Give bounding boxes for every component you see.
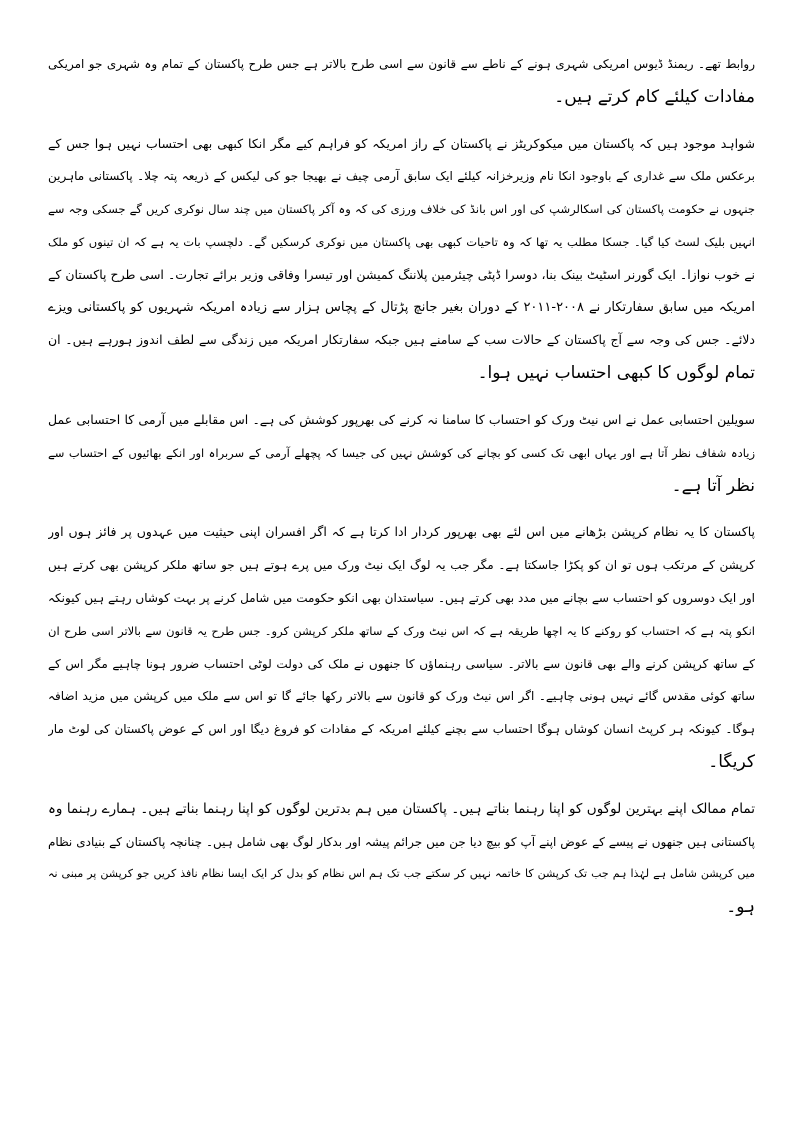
text-line: اور ایک دوسروں کو احتساب سے بچانے میں مدد بھی کرتے ہیں۔ سیاستدان بھی انکو حکومت میں شامل کرنے پر بہت کوشاں رہتے ہیں کیونکہ bbox=[48, 590, 755, 605]
text-line: تمام ممالک اپنے بہترین لوگوں کو اپنا رہنما بناتے ہیں۔ پاکستان میں ہم بدترین لوگوں کو اپنا رہنما بناتے ہیں۔ ہمارے رہنما وہ bbox=[48, 800, 755, 817]
text-line: روابط تھے۔ ریمنڈ ڈیوس امریکی شہری ہونے کے ناطے سے قانون سے اسی طرح بالاتر ہے جس طرح پاکستان کے تمام وہ شہری جو امریکی bbox=[48, 57, 755, 71]
text-line: مفادات کیلئے کام کرتے ہیں۔ bbox=[554, 86, 755, 107]
text-line: سویلین احتسابی عمل نے اس نیٹ ورک کو احتساب کا سامنا نہ کرنے کی بھرپور کوشش کی ہے۔ اس مقابلے میں آرمی کا احتسابی عمل bbox=[48, 411, 755, 427]
text-line: زیادہ شفاف نظر آتا ہے اور یہاں ابھی تک کسی کو بچانے کی کوشش نہیں کی جیسا کہ پچھلے آرمی کے سربراہ اور انکے بھائیوں کے احتساب سے bbox=[48, 445, 755, 460]
text-line: برعکس ملک سے غداری کے باوجود انکا نام وزیرخزانہ کیلئے ایک سابق آرمی چیف نے بھیجا جو کی لیکس کے ذریعہ پتہ چلا۔ پاکستانی ماہرین bbox=[48, 169, 755, 184]
paragraph bbox=[48, 48, 755, 114]
text-line: جنہوں نے حکومت پاکستان کی اسکالرشپ کی اور اس بانڈ کی خلاف ورزی کی کہ وہ آکر پاکستان میں چند سال نوکری کریں گے جسکی وجہ سے bbox=[48, 202, 755, 217]
text-line: شواہد موجود ہیں کہ پاکستان میں میکوکریٹز نے پاکستان کے راز امریکہ کو فراہم کیے مگر انکا کبھی بھی احتساب نہیں ہوا جس کے bbox=[48, 135, 755, 151]
text-line: پاکستان کا یہ نظام کرپشن بڑھانے میں اس لئے بھی بھرپور کردار ادا کرتا ہے کہ اگر افسران اپنی حیثیت میں عہدوں پر فائز ہوں اور bbox=[48, 524, 755, 540]
paragraph bbox=[48, 404, 755, 502]
text-line: پاکستانی ہیں جنھوں نے پیسے کے عوض اپنے آپ کو بیچ دیا جن میں جرائم پیشہ اور بدکار لوگ بھی شامل ہیں۔ چنانچہ پاکستان کے بنیادی نظام bbox=[48, 834, 755, 849]
paragraph bbox=[48, 793, 755, 924]
text-line: کے ساتھ کرپشن کرنے والے بھی قانون سے بالاتر۔ سیاسی رہنماؤں کا جنھوں نے ملک کی دولت لوٹی احتساب ضرور ہونا چاہیے مگر اس کے bbox=[48, 656, 755, 671]
text-line: انہیں بلیک لسٹ کیا گیا۔ جسکا مطلب یہ تھا کہ وہ تاحیات کبھی بھی پاکستان میں نوکری کرسکیں گے۔ دلچسپ بات یہ ہے کہ ان تینوں کو ملک bbox=[48, 234, 755, 249]
paragraph bbox=[48, 128, 755, 390]
text-line: انکو پتہ ہے کہ احتساب کو روکنے کا یہ اچھا طریقہ ہے کہ اس نیٹ ورک کے ساتھ ملکر کرپشن کرو۔ جس طرح یہ قانون سے بالاتر اسی طرح ان bbox=[48, 623, 755, 638]
text-line: تمام لوگوں کا کبھی احتساب نہیں ہوا۔ bbox=[477, 363, 755, 384]
text-line: ہو۔ bbox=[726, 897, 755, 918]
text-line: میں کرپشن شامل ہے لہٰذا ہم جب تک کرپشن کا خاتمہ نہیں کر سکتے جب تک ہم اس نظام کو بدل کر ایک ایسا نظام نافذ کریں جو کرپشن پر مبنی نہ bbox=[48, 867, 755, 881]
text-line: امریکہ میں سابق سفارتکار نے ۲۰۰۸-۲۰۱۱ کے دوران بغیر جانچ پڑتال کے پچاس ہزار سے زیادہ امریکہ شہریوں کو پاکستانی ویزے bbox=[48, 299, 755, 315]
text-line: نے خوب نوازا۔ ایک گورنر اسٹیٹ بینک بنا، دوسرا ڈپٹی چیئرمین پلاننگ کمیشن اور تیسرا وفاقی وزیر برائے تجارت۔ اسی طرح پاکستان کے bbox=[48, 266, 755, 282]
text-line: ہوگا۔ کیونکہ ہر کرپٹ انسان کوشاں ہوگا احتساب سے بچنے کیلئے امریکہ کے مفادات کو فروغ دیگا اور اس کے عوض پاکستان کی لوٹ مار bbox=[48, 722, 755, 737]
paragraph bbox=[48, 516, 755, 778]
text-line: دلائے۔ جس کی وجہ سے آج پاکستان کے حالات سب کے سامنے ہیں جبکہ سفارتکار امریکہ میں زندگی سے لطف اندوز ہورہے ہیں۔ ان bbox=[48, 332, 755, 348]
document-page bbox=[48, 48, 755, 938]
text-line: ساتھ کوئی مقدس گائے نہیں ہونی چاہیے۔ اگر اس نیٹ ورک کو قانون سے بالاتر رکھا جائے گا تو اس سے ملک میں کرپشن میں مزید اضافہ bbox=[48, 689, 755, 704]
text-line: نظر آتا ہے۔ bbox=[671, 475, 755, 496]
text-line: کریگا۔ bbox=[708, 751, 755, 772]
text-line: کرپشن کے مرتکب ہوں تو ان کو پکڑا جاسکتا ہے۔ مگر جب یہ لوگ ایک نیٹ ورک میں پرے ہوتے ہیں جو ساتھ ملکر کرپشن بھی کرتے ہیں bbox=[48, 558, 755, 573]
